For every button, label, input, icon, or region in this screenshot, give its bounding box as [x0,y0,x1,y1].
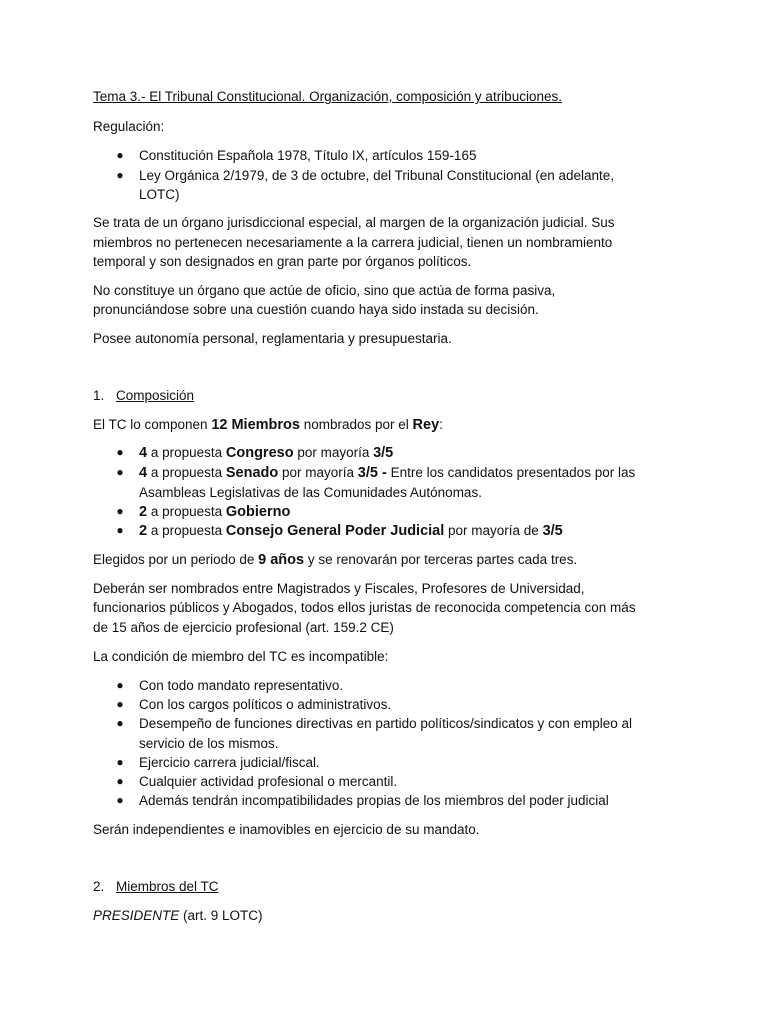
bullet-icon: ● [116,755,124,769]
regulacion-item-text: Ley Orgánica 2/1979, de 3 de octubre, del Tribunal Constitucional (en adelante, [139,168,615,183]
section-number: 2. [93,879,105,894]
bullet-icon: ● [116,465,124,479]
composicion-item: 4 a propuesta Congreso por mayoría 3/5 [139,445,394,461]
composicion-item: 2 a propuesta Consejo General Poder Judicial por mayoría de 3/5 [139,523,563,539]
incompat-item: Con todo mandato representativo. [139,678,344,693]
bullet-icon: ● [116,523,124,537]
section-heading: Miembros del TC [116,879,219,894]
regulacion-item-cont: LOTC) [139,187,180,202]
composicion-closing: Serán independientes e inamovibles en ejercicio de su mandato. [93,822,480,837]
intro-paragraph-line: miembros no pertenecen necesariamente a la carrera judicial, tienen un nombramiento [93,235,613,250]
composicion-item: 2 a propuesta Gobierno [139,504,291,520]
presidente-line: PRESIDENTE (art. 9 LOTC) [93,908,263,923]
periodo-paragraph: Elegidos por un periodo de 9 años y se renovarán por terceras partes cada tres. [93,552,578,568]
intro-paragraph: Posee autonomía personal, reglamentaria y presupuestaria. [93,331,452,346]
incompat-item: Desempeño de funciones directivas en partido políticos/sindicatos y con empleo al [139,716,633,731]
intro-paragraph-line: temporal y son designados en gran parte por órganos políticos. [93,254,472,269]
incompat-heading: La condición de miembro del TC es incompatible: [93,649,389,664]
regulacion-item [139,166,674,185]
composicion-item-cont: Asambleas Legislativas de las Comunidades Autónomas. [139,485,482,500]
bullet-icon: ● [116,793,124,807]
bullet-icon: ● [116,774,124,788]
section-number: 1. [93,388,105,403]
regulacion-heading: Regulación: [93,119,165,134]
bullet-icon: ● [116,678,124,692]
bullet-icon: ● [116,168,124,182]
incompat-item: Cualquier actividad profesional o mercantil. [139,774,398,789]
bullet-icon: ● [116,504,124,518]
incompat-item: Ejercicio carrera judicial/fiscal. [139,755,320,770]
bullet-icon: ● [116,697,124,711]
nombrados-line: Deberán ser nombrados entre Magistrados y Fiscales, Profesores de Universidad, [93,581,585,596]
bullet-icon: ● [116,148,124,162]
intro-paragraph-line: No constituye un órgano que actúe de oficio, sino que actúa de forma pasiva, [93,283,556,298]
nombrados-line: de 15 años de ejercicio profesional (art. 159.2 CE) [93,620,394,635]
nombrados-line: funcionarios públicos y Abogados, todos ellos juristas de reconocida competencia con más [93,600,636,615]
intro-paragraph-line: pronunciándose sobre una cuestión cuando haya sido instada su decisión. [93,302,539,317]
document-title: Tema 3.- El Tribunal Constitucional. Organización, composición y atribuciones. [93,89,562,104]
bullet-icon: ● [116,716,124,730]
composicion-intro: El TC lo componen 12 Miembros nombrados por el Rey: [93,417,443,433]
regulacion-item: Constitución Española 1978, Título IX, artículos 159-165 [139,148,477,163]
incompat-item: Con los cargos políticos o administrativos. [139,697,392,712]
incompat-item-cont: servicio de los mismos. [139,736,279,751]
section-heading: Composición [116,388,195,403]
incompat-item: Además tendrán incompatibilidades propias de los miembros del poder judicial [139,793,609,808]
composicion-item: 4 a propuesta Senado por mayoría 3/5 - Entre los candidatos presentados por las [139,465,636,481]
intro-paragraph-line: Se trata de un órgano jurisdiccional especial, al margen de la organización judicial. Sus [93,215,615,230]
bullet-icon: ● [116,445,124,459]
